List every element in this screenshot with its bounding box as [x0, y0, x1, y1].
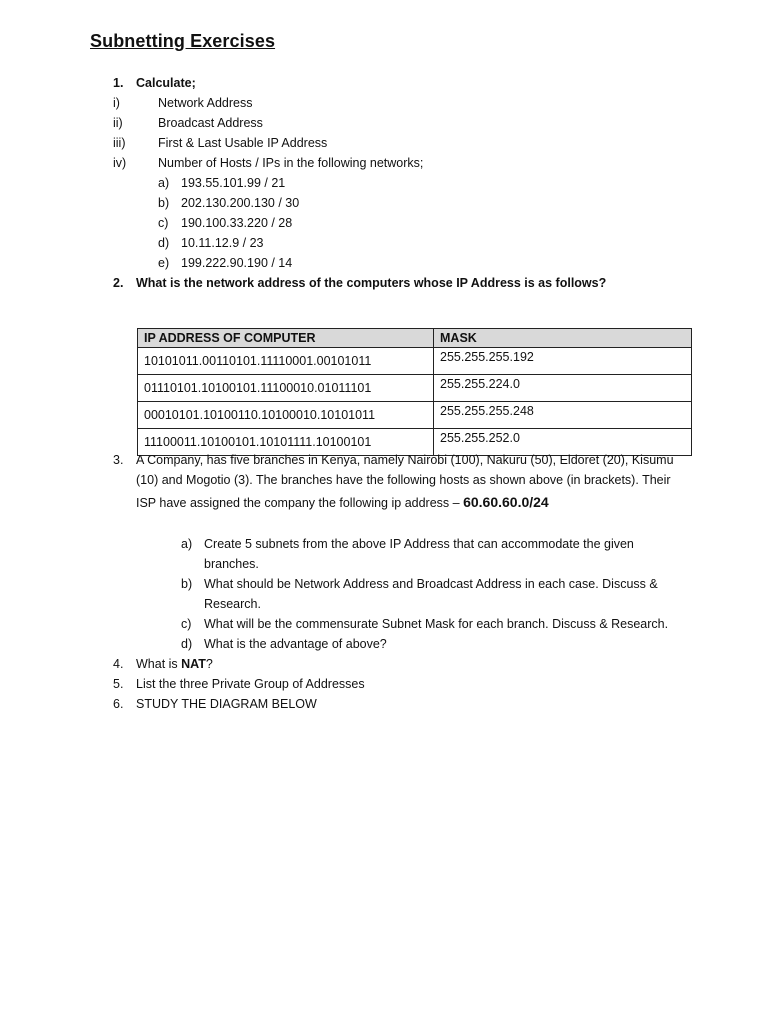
q1-number: 1.	[113, 76, 124, 90]
q1-item-text: Network Address	[158, 96, 253, 110]
q2-text: What is the network address of the computers whose IP Address is as follows?	[136, 276, 607, 290]
q1-heading: Calculate;	[136, 76, 196, 90]
q3-line	[136, 492, 549, 513]
ip-cell: 00010101.10100110.10100010.10101011	[138, 402, 434, 429]
q1-item-text: Broadcast Address	[158, 116, 263, 130]
q1-item-roman: iv)	[113, 156, 127, 170]
q4-text	[136, 654, 213, 674]
ip-cell: 10101011.00110101.11110001.00101011	[138, 348, 434, 375]
q6-number: 6.	[113, 697, 124, 711]
q3-sub-label: c)	[181, 617, 192, 631]
network-label: e)	[158, 256, 170, 270]
q3-sub-label: a)	[181, 537, 193, 551]
q4-prefix: What is	[136, 657, 182, 671]
network-label: b)	[158, 196, 170, 210]
table-header-row	[138, 329, 692, 348]
q3-sub-text: Create 5 subnets from the above IP Address that can accommodate the given	[204, 537, 634, 551]
table-row	[138, 402, 692, 429]
q3-line: A Company, has five branches in Kenya, namely Nairobi (100), Nakuru (50), Eldoret (20), Kisumu	[136, 453, 674, 467]
network-label: c)	[158, 216, 169, 230]
q1-item-roman: iii)	[113, 136, 126, 150]
q4-nat: NAT	[181, 657, 206, 671]
q3-sub-label: b)	[181, 577, 193, 591]
table-header-ip: IP ADDRESS OF COMPUTER	[138, 329, 434, 348]
q1-item-text: First & Last Usable IP Address	[158, 136, 328, 150]
ip-cell: 11100011.10100101.10101111.10100101	[138, 429, 434, 456]
q3-sub-text: What is the advantage of above?	[204, 637, 387, 651]
ip-mask-table	[137, 328, 692, 456]
assigned-ip-address: 60.60.60.0/24	[463, 494, 549, 510]
q3-sub-text: branches.	[204, 557, 259, 571]
table-header-mask: MASK	[434, 329, 692, 348]
network-label: d)	[158, 236, 170, 250]
q3-sub-label: d)	[181, 637, 193, 651]
table-row	[138, 348, 692, 375]
page-title: Subnetting Exercises	[90, 31, 276, 51]
mask-cell: 255.255.255.192	[434, 348, 692, 375]
q1-item-roman: ii)	[113, 116, 123, 130]
q1-item-text: Number of Hosts / IPs in the following networks;	[158, 156, 424, 170]
q6-text: STUDY THE DIAGRAM BELOW	[136, 697, 317, 711]
network-address: 190.100.33.220 / 28	[181, 216, 293, 230]
network-label: a)	[158, 176, 170, 190]
q1-item-roman: i)	[113, 96, 120, 110]
q3-sub-text: What should be Network Address and Broadcast Address in each case. Discuss &	[204, 577, 658, 591]
q3-sub-text: Research.	[204, 597, 261, 611]
q3-number: 3.	[113, 453, 124, 467]
q3-sub-text: What will be the commensurate Subnet Mask for each branch. Discuss & Research.	[204, 617, 669, 631]
q4-number: 4.	[113, 657, 124, 671]
mask-cell: 255.255.255.248	[434, 402, 692, 429]
mask-cell: 255.255.224.0	[434, 375, 692, 402]
q4-suffix: ?	[205, 657, 213, 671]
q5-number: 5.	[113, 677, 124, 691]
ip-cell: 01110101.10100101.11100010.01011101	[138, 375, 434, 402]
q2-number: 2.	[113, 276, 124, 290]
q3-line-text: ISP have assigned the company the following ip address –	[136, 496, 460, 510]
network-address: 193.55.101.99 / 21	[181, 176, 286, 190]
q5-text: List the three Private Group of Addresses	[136, 677, 365, 691]
network-address: 202.130.200.130 / 30	[181, 196, 300, 210]
network-address: 10.11.12.9 / 23	[181, 236, 264, 250]
network-address: 199.222.90.190 / 14	[181, 256, 293, 270]
q3-line: (10) and Mogotio (3). The branches have the following hosts as shown above (in brackets). Their	[136, 473, 671, 487]
table-row	[138, 375, 692, 402]
mask-cell: 255.255.252.0	[434, 429, 692, 456]
